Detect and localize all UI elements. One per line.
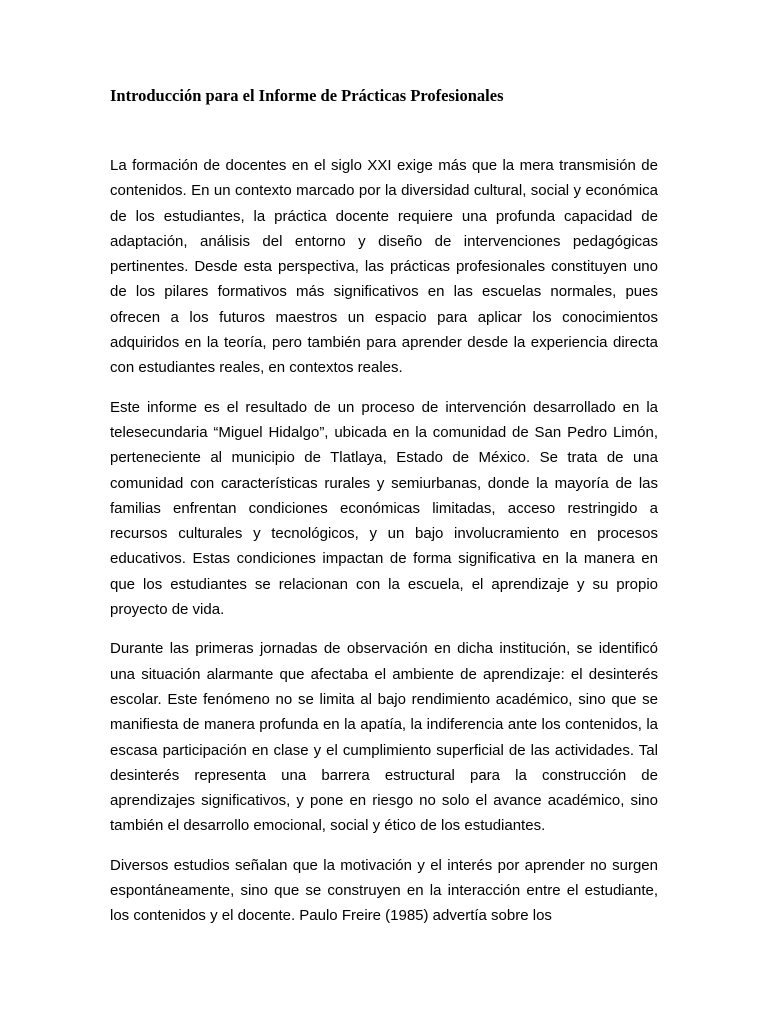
paragraph-1: La formación de docentes en el siglo XXI exige más que la mera transmisión de contenidos. En un contexto marcado por la diversidad cultural, social y económica de los estudiantes, la práctica docente requiere una profunda capacidad de adaptación, análisis del entorno y diseño de intervenciones pedagógicas pertinentes. Desde esta perspectiva, las prácticas profesionales constituyen uno de los pilares formativos más significativos en las escuelas normales, pues ofrecen a los futuros maestros un espacio para aplicar los conocimientos adquiridos en la teoría, pero también para aprender desde la experiencia directa con estudiantes reales, en contextos reales.	[110, 157, 658, 377]
paragraph-4: Diversos estudios señalan que la motivación y el interés por aprender no surgen espontáneamente, sino que se construyen en la interacción entre el estudiante, los contenidos y el docente. Paulo Freire (1985) advertía sobre los	[110, 856, 658, 925]
paragraph-2: Este informe es el resultado de un proceso de intervención desarrollado en la telesecundaria “Miguel Hidalgo”, ubicada en la comunidad de San Pedro Limón, perteneciente al municipio de Tlatlaya, Estado de México. Se trata de una comunidad con características rurales y semiurbanas, donde la mayoría de las familias enfrentan condiciones económicas limitadas, acceso restringido a recursos culturales y tecnológicos, y un bajo involucramiento en procesos educativos. Estas condiciones impactan de forma significativa en la manera en que los estudiantes se relacionan con la escuela, el aprendizaje y su propio proyecto de vida.	[110, 398, 658, 619]
document-title: Introducción para el Informe de Prácticas Profesionales	[110, 86, 504, 105]
paragraph-3: Durante las primeras jornadas de observación en dicha institución, se identificó una situación alarmante que afectaba el ambiente de aprendizaje: el desinterés escolar. Este fenómeno no se limita al bajo rendimiento académico, sino que se manifiesta de manera profunda en la apatía, la indiferencia ante los contenidos, la escasa participación en clase y el cumplimiento superficial de las actividades. Tal desinterés representa una barrera estructural para la construcción de aprendizajes significativos, y pone en riesgo no solo el avance académico, sino también el desarrollo emocional, social y ético de los estudiantes.	[110, 640, 658, 835]
document-page	[110, 84, 658, 943]
